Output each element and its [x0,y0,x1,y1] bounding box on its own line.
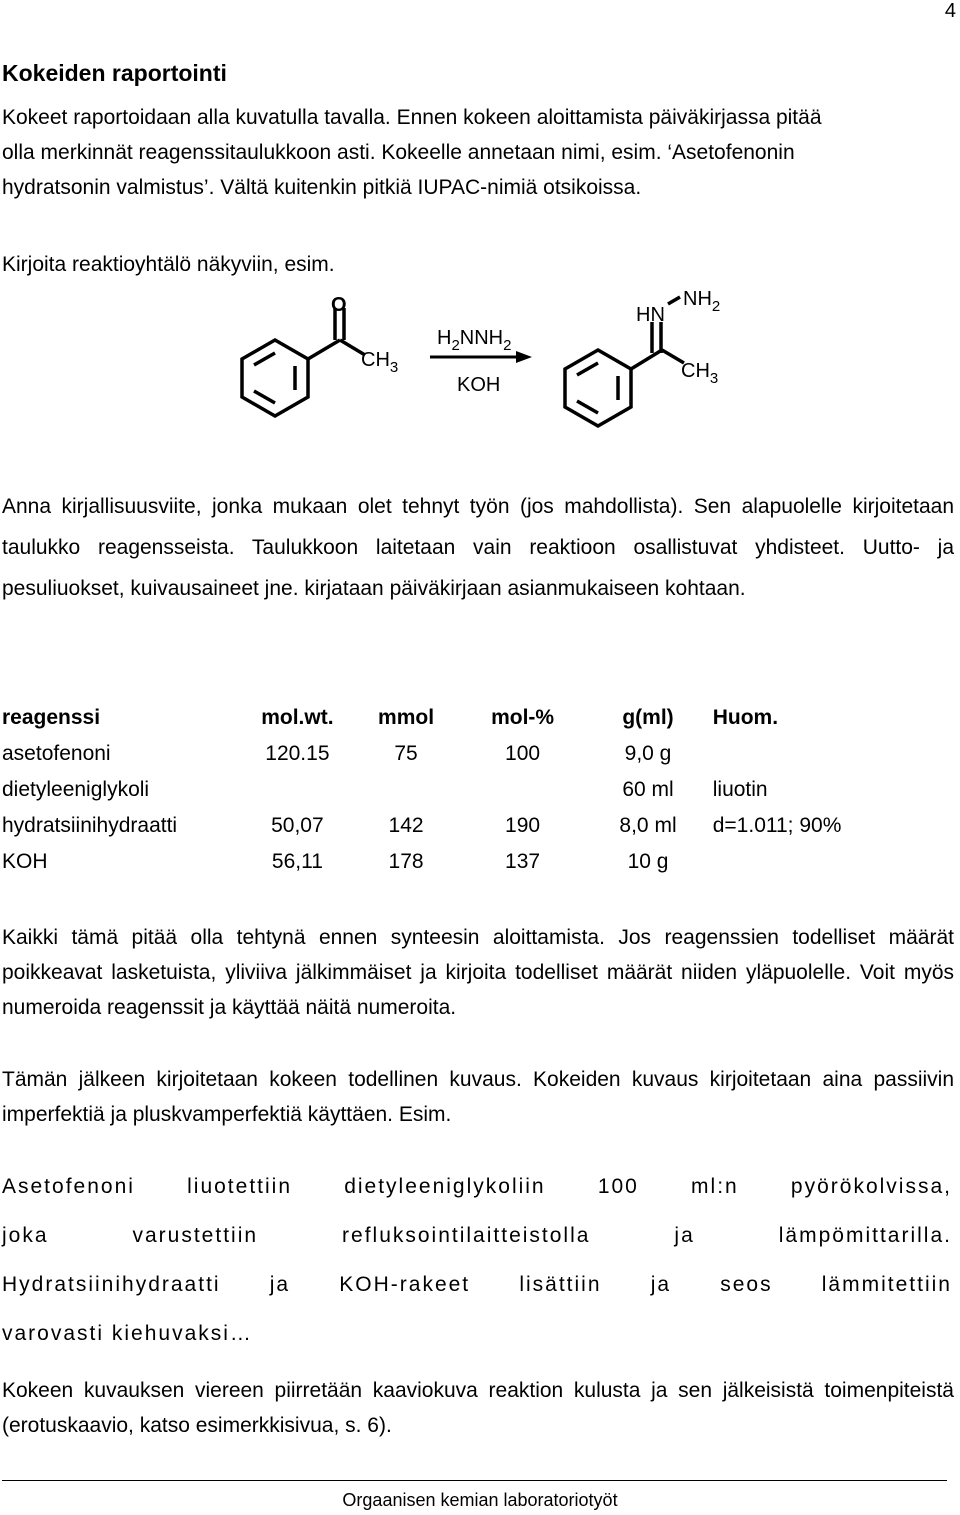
reaction-arrow [430,351,532,363]
product-methyl-label: $CH_3$ [681,360,719,387]
description-paragraph: Tämän jälkeen kirjoitetaan kokeen todellinen kuvaus. Kokeiden kuvaus kirjoitetaan aina passiivin imperfektiä ja pluskvamperfektiä käyttäen. Esim. [2,1068,954,1126]
cell-reagent: asetofenoni [2,742,111,765]
cell-molpercent [462,772,583,808]
cell-mmol: 178 [388,850,424,873]
cell-notes [713,736,902,772]
hydrazone-structure [565,297,684,426]
cell-molpercent: 137 [505,850,541,873]
example-line-1 [2,1175,952,1199]
cell-molpercent: 100 [505,742,541,765]
reactant-methyl-label: $CH_3$ [361,349,399,376]
hydrazine-label: $H_2NNH_2$ [437,327,512,354]
col-header-notes: Huom. [712,706,779,729]
example-word: seos [720,1273,773,1296]
cell-mmol: 142 [388,814,424,837]
col-header-amount: g(ml) [622,706,674,729]
example-word: lisättiin [519,1273,602,1296]
cell-notes [713,844,902,880]
cell-mmol: 75 [394,742,418,765]
cell-amount: 9,0 g [624,742,672,765]
intro-paragraph [2,100,954,205]
example-word: ja [269,1273,291,1296]
section-heading: Kokeiden raportointi [2,60,227,86]
acetophenone-structure [242,308,365,416]
product-hn-label: HN [636,304,665,326]
table-row [2,808,902,844]
cell-molwt: 50,07 [271,814,324,837]
table-row [2,844,902,880]
example-word: lämpömittarilla. [778,1224,952,1247]
cell-mmol [350,772,462,808]
intro-line-3: hydratsonin valmistus’. Vältä kuitenkin pitkiä IUPAC-nimiä otsikoissa. [2,176,642,199]
example-word: varustettiin [132,1224,259,1247]
reaction-scheme [0,280,960,440]
example-line-3 [2,1273,952,1297]
cell-reagent: dietyleeniglykoli [2,778,150,801]
page-number: 4 [944,0,956,22]
example-word: liuotettiin [187,1175,292,1198]
col-header-mmol: mmol [378,706,435,729]
example-word: ja [650,1273,672,1296]
cell-reagent: KOH [2,850,48,873]
example-word: KOH-rakeet [339,1273,471,1296]
example-word: ml:n [691,1175,739,1198]
intro-line-1: Kokeet raportoidaan alla kuvatulla tavalla. Ennen kokeen aloittamista päiväkirjassa pitää [2,106,822,129]
before-synthesis-paragraph: Kaikki tämä pitää olla tehtynä ennen synteesin aloittamista. Jos reagenssien todelliset määrät poikkeavat lasketuista, yliviiva jälkimmäiset ja kirjoita todelliset määrät niiden yläpuolelle. Voit myös numeroida reagenssit ja käyttää näitä numeroita. [2,926,954,1019]
example-line-4: varovasti kiehuvaksi… [2,1322,253,1345]
intro-line-2: olla merkinnät reagenssitaulukkoon asti. Kokeelle annetaan nimi, esim. ‘Asetofenonin [2,141,795,164]
table-row [2,736,902,772]
reagent-table [2,700,902,880]
flowchart-paragraph: Kokeen kuvauksen viereen piirretään kaaviokuva reaktion kulusta ja sen jälkeisistä toimenpiteistä (erotuskaavio, katso esimerkkisivua, s. 6). [2,1379,954,1437]
koh-label: KOH [457,374,501,396]
cell-amount: 8,0 ml [619,814,677,837]
col-header-reagent: reagenssi [2,706,101,729]
example-word: 100 [597,1175,639,1198]
example-word: Asetofenoni [2,1175,135,1198]
cell-molwt: 120.15 [265,742,330,765]
example-word: refluksointilaitteistolla [342,1224,591,1247]
example-word: joka [2,1224,49,1247]
product-nh2-label: $NH_2$ [683,288,721,315]
cell-amount: 10 g [627,850,669,873]
cell-notes: liuotin [712,778,768,801]
literature-paragraph: Anna kirjallisuusviite, jonka mukaan olet tehnyt työn (jos mahdollista). Sen alapuolelle kirjoitetaan taulukko reagensseista. Taulukkoon laitetaan vain reaktioon osallistuvat yhdisteet. Uutto- ja pesuliuokset, kuivausaineet jne. kirjataan päiväkirjaan asianmukaiseen kohtaan. [2,495,954,600]
example-word: Hydratsiinihydraatti [2,1273,221,1296]
table-row [2,772,902,808]
cell-reagent: hydratsiinihydraatti [2,814,178,837]
cell-notes: d=1.011; 90% [712,814,842,837]
cell-molwt: 56,11 [271,850,323,873]
example-line-2 [2,1224,952,1248]
cell-molpercent: 190 [505,814,541,837]
example-word: ja [674,1224,695,1247]
cell-molwt [245,772,351,808]
footer-title: Orgaanisen kemian laboratoriotyöt [342,1490,618,1510]
col-header-molwt: mol.wt. [261,706,334,729]
equation-prompt: Kirjoita reaktioyhtälö näkyviin, esim. [2,253,335,276]
example-word: pyörökolvissa, [790,1175,952,1198]
oxygen-label: O [331,294,347,316]
table-header-row [2,700,902,736]
footer-rule [2,1480,947,1481]
cell-amount: 60 ml [622,778,674,801]
example-word: dietyleeniglykoliin [344,1175,546,1198]
col-header-molpercent: mol-% [491,706,555,729]
example-word: lämmitettiin [821,1273,952,1296]
